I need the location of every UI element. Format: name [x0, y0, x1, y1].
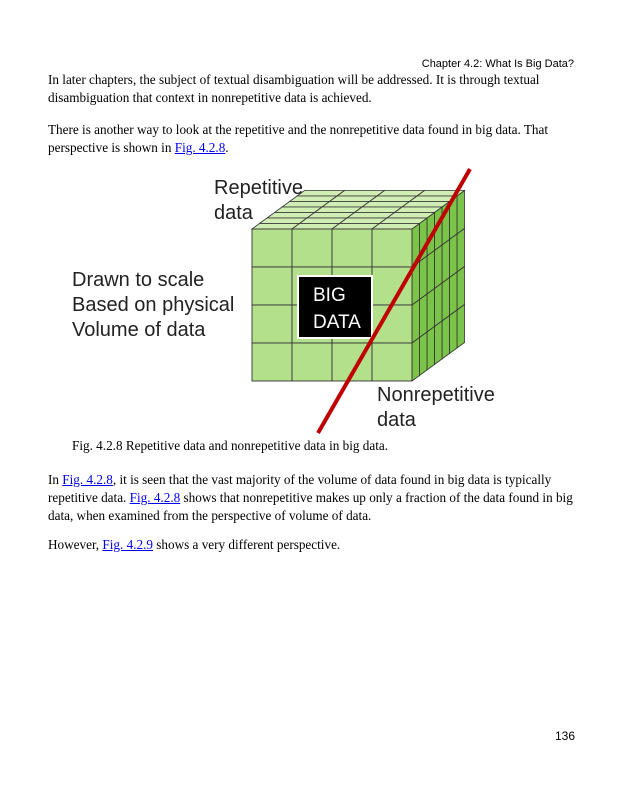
cube-front-face — [372, 343, 412, 381]
cube-top-face — [267, 213, 315, 219]
repetitive-label-line1: Repetitive — [214, 177, 303, 199]
cube-side-face — [412, 338, 420, 382]
cube-top-face — [377, 191, 425, 197]
cube-top-face — [332, 224, 380, 230]
cube-top-face — [355, 207, 403, 213]
cube-front-face — [372, 229, 412, 267]
paragraph-2 — [48, 121, 578, 157]
page-number: 136 — [554, 729, 575, 743]
cube-side-face — [442, 316, 450, 360]
cube-front-face — [252, 305, 292, 343]
cube-top-face — [340, 218, 388, 224]
figure-big-data-cube — [60, 165, 510, 435]
cube-front-face — [252, 343, 292, 381]
cube-side-face — [412, 300, 420, 344]
cube-top-face — [275, 207, 323, 213]
cube-side-face — [457, 305, 465, 349]
cube-top-face — [252, 224, 300, 230]
cube-front-face — [292, 229, 332, 267]
cube-side-face — [427, 289, 435, 333]
cube-top-face — [300, 218, 348, 224]
fig-4-2-8-link-2[interactable]: Fig. 4.2.8 — [62, 472, 113, 487]
fig-4-2-9-link[interactable]: Fig. 4.2.9 — [102, 537, 153, 552]
cube-side-face — [435, 321, 443, 365]
cube-side-face — [450, 310, 458, 354]
cube-side-face — [435, 283, 443, 327]
paragraph-3-mid: , it is seen that the vast majority of the volume of data found in big data is typically repetitive data. — [48, 472, 552, 505]
cube-top-face — [307, 213, 355, 219]
cube-side-face — [427, 251, 435, 295]
paragraph-4-start: However, — [48, 537, 103, 552]
cube-top-face — [395, 207, 443, 213]
cube-side-face — [427, 327, 435, 371]
fig-4-2-8-link[interactable]: Fig. 4.2.8 — [174, 140, 226, 155]
cube-side-face — [457, 229, 465, 273]
nonrepetitive-label-line1: Nonrepetitive — [377, 384, 495, 406]
cube-side-face — [457, 267, 465, 311]
cube-top-face — [297, 191, 345, 197]
paragraph-2-end: . — [225, 140, 229, 155]
cube-side-face — [450, 234, 458, 278]
cube-side-face — [420, 332, 428, 376]
cube-top-face — [315, 207, 363, 213]
cube-top-face — [402, 202, 450, 208]
cube-front-face — [372, 267, 412, 305]
repetitive-label-line2: data — [214, 202, 253, 224]
cube-top-face — [372, 224, 420, 230]
paragraph-3-end: shows that nonrepetitive makes up only a fraction of the data found in big data, when examined from the perspective of volume of data. — [48, 490, 573, 523]
paragraph-2-text: There is another way to look at the repetitive and the nonrepetitive data found in big data. That perspective is shown in — [48, 122, 548, 155]
paragraph-3 — [48, 471, 578, 525]
cube-side-face — [420, 294, 428, 338]
scale-label-line3: Volume of data — [72, 319, 206, 341]
cube-top-face — [322, 202, 370, 208]
running-header: Chapter 4.2: What Is Big Data? — [421, 58, 574, 70]
cube-top-face — [347, 213, 395, 219]
figure-caption: Fig. 4.2.8 Repetitive data and nonrepetitive data in big data. — [72, 438, 389, 453]
cube-side-face — [442, 278, 450, 322]
scale-label-line1: Drawn to scale — [72, 269, 205, 291]
cube-top-face — [292, 224, 340, 230]
cube-top-face — [330, 196, 378, 202]
cube-front-face — [252, 267, 292, 305]
cube-top-face — [337, 191, 385, 197]
cube-front-face — [292, 343, 332, 381]
paragraph-3-start: In — [48, 472, 63, 487]
cube-side-face — [450, 272, 458, 316]
scale-label-line2: Based on physical — [72, 294, 235, 316]
paragraph-4 — [48, 536, 578, 554]
cube-side-face — [442, 240, 450, 284]
paragraph-1: In later chapters, the subject of textual disambiguation will be addressed. It is through textual disambiguation that context in nonrepetitive data is achieved. — [48, 72, 540, 105]
data-label: DATA — [313, 312, 361, 333]
fig-4-2-8-link-3[interactable]: Fig. 4.2.8 — [129, 490, 181, 505]
cube-top-face — [260, 218, 308, 224]
cube-front-face — [372, 305, 412, 343]
cube-top-face — [370, 196, 418, 202]
cube-top-face — [387, 213, 435, 219]
cube-side-face — [457, 191, 465, 235]
big-label: BIG — [313, 285, 346, 306]
nonrepetitive-label-line2: data — [377, 409, 416, 431]
cube-side-face — [420, 256, 428, 300]
cube-front-face — [252, 229, 292, 267]
cube-top-face — [380, 218, 428, 224]
cube-top-face — [282, 202, 330, 208]
paragraph-4-end: shows a very different perspective. — [152, 537, 341, 552]
cube-top-face — [362, 202, 410, 208]
cube-front-face — [332, 229, 372, 267]
cube-side-face — [435, 245, 443, 289]
